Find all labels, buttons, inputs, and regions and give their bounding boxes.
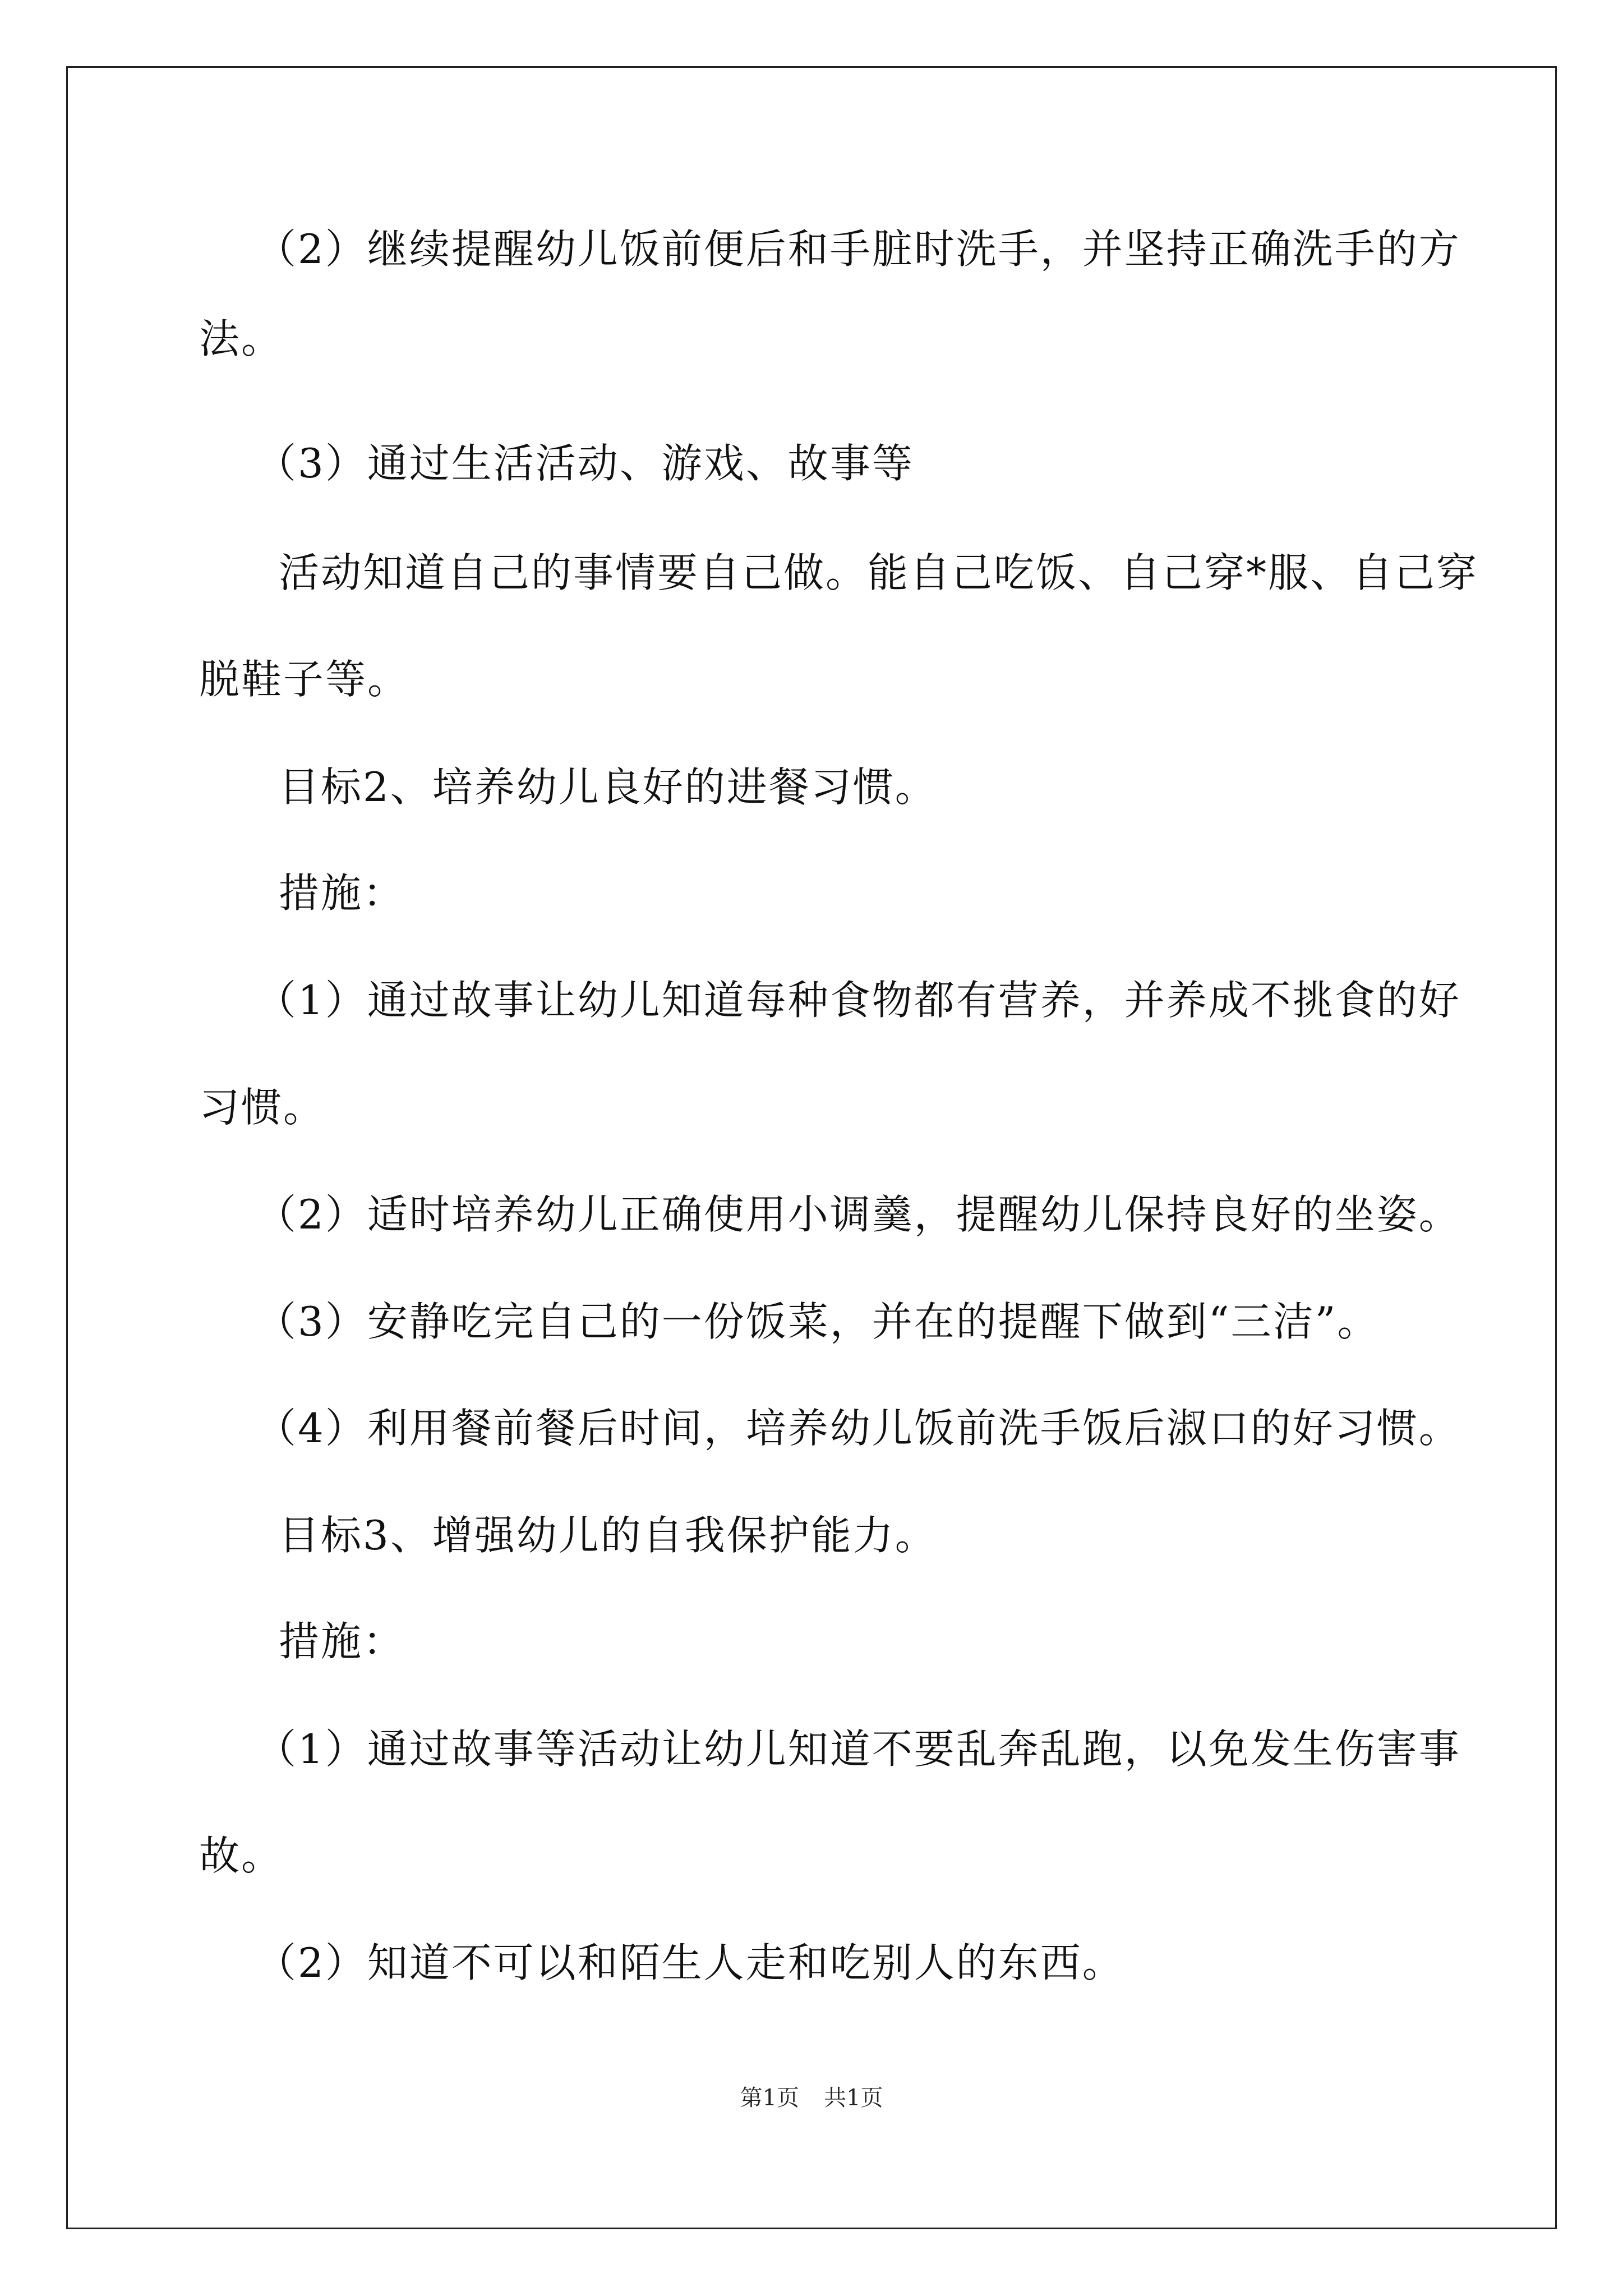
paragraph-line: 法。 [199,315,284,362]
paragraph-line: 习惯。 [199,1084,326,1131]
paragraph-line: （3）安静吃完自己的一份饭菜，并在的提醒下做到“三洁”。 [256,1298,1380,1345]
page-footer [0,2082,1623,2114]
page-border [66,66,1557,2229]
paragraph-line: （2）继续提醒幼儿饭前便后和手脏时洗手，并坚持正确洗手的方 [256,226,1461,273]
paragraph-line: （2）适时培养幼儿正确使用小调羹，提醒幼儿保持良好的坐姿。 [256,1191,1461,1238]
section-heading: 目标3、增强幼儿的自我保护能力。 [279,1512,937,1559]
measures-label: 措施： [279,1618,405,1665]
paragraph-line: （1）通过故事等活动让幼儿知道不要乱奔乱跑，以免发生伤害事 [256,1726,1461,1773]
paragraph-line: 脱鞋子等。 [199,656,410,703]
paragraph-line: 故。 [199,1832,284,1879]
section-heading: 目标2、培养幼儿良好的进餐习惯。 [279,763,937,811]
page-number-total: 共1页 [824,2085,883,2111]
page-number-current: 第1页 [740,2085,799,2111]
paragraph-line: 活动知道自己的事情要自己做。能自己吃饭、自己穿*服、自己穿 [279,549,1479,596]
measures-label: 措施： [279,869,405,917]
paragraph-line: （4）利用餐前餐后时间，培养幼儿饭前洗手饭后淑口的好习惯。 [256,1405,1461,1452]
paragraph-line: （3）通过生活活动、游戏、故事等 [256,440,914,487]
paragraph-line: （2）知道不可以和陌生人走和吃别人的东西。 [256,1939,1124,1986]
paragraph-line: （1）通过故事让幼儿知道每种食物都有营养，并养成不挑食的好 [256,977,1461,1024]
